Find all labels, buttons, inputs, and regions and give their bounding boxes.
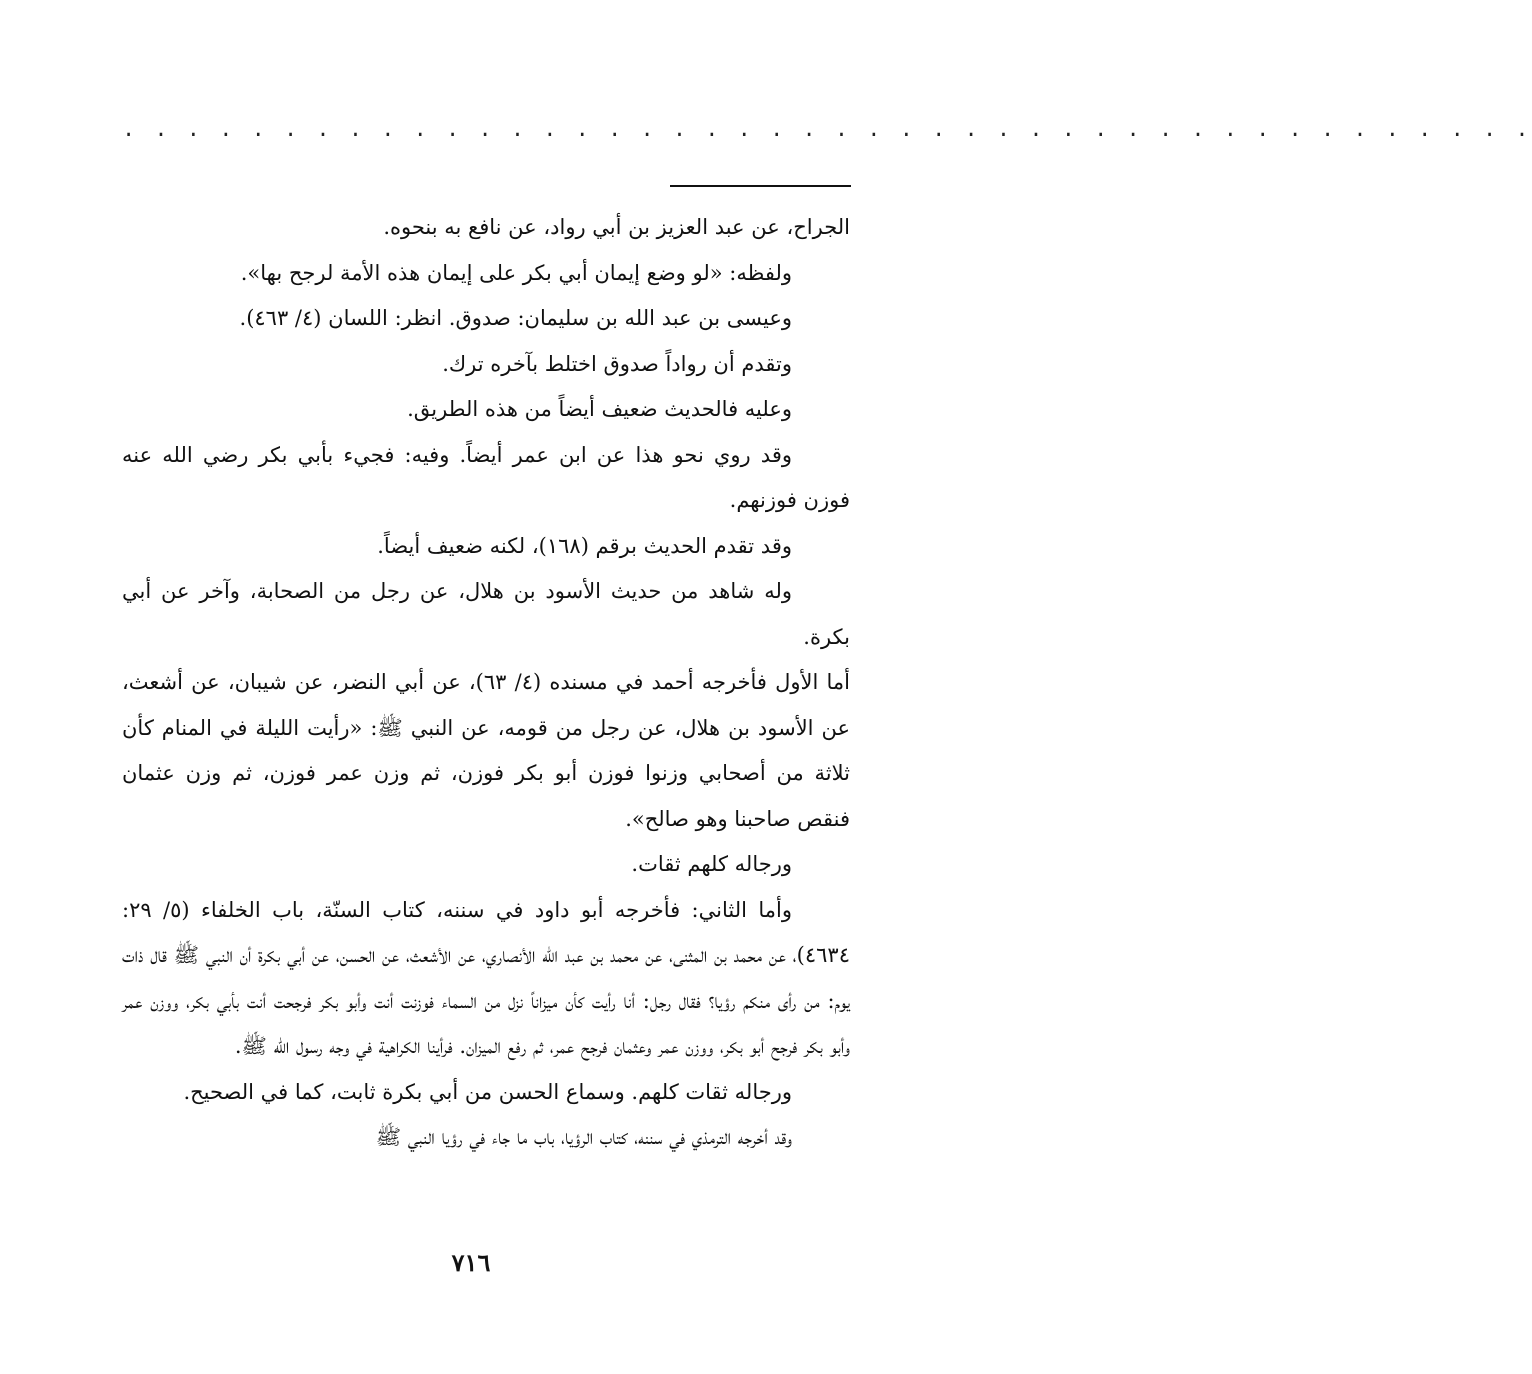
paragraph-10: ورجاله كلهم ثقات. — [631, 852, 792, 876]
paragraph-13: وقد أخرجه الترمذي في سننه، كتاب الرؤيا، باب ما جاء في رؤيا النبي ﷺ — [375, 1125, 792, 1149]
paragraph-11: وأما الثاني: فأخرجه أبو داود في سننه، كتاب السنّة، باب الخلفاء (٥/ ٢٩: ٤٦٣٤)، عن محمد بن المثنى، عن محمد بن عبد الله الأنصاري، عن الأشعث، عن الحسن، عن أبي بكرة أن النبي ﷺ قال ذات يوم: من رأى منكم رؤيا؟ فقال رجل: أنا رأيت كأن ميزاناً نزل من السماء فوزنت أنت وأبو بكر فرجحت أنت بأبي بكر، ووزن عمر وأبو بكر فرجح أبو بكر، ووزن عمر وعثمان فرجح عمر، ثم رفع الميزان. فرأينا الكراهية في وجه رسول الله ﷺ. — [122, 897, 850, 1058]
paragraph-8: وله شاهد من حديث الأسود بن هلال، عن رجل من الصحابة، وآخر عن أبي بكرة. — [122, 579, 850, 649]
paragraph-3: وعيسى بن عبد الله بن سليمان: صدوق. انظر: اللسان (٤/ ٤٦٣). — [239, 306, 792, 330]
paragraph-1: الجراح، عن عبد العزيز بن أبي رواد، عن نافع به بنحوه. — [383, 215, 850, 239]
paragraph-9: أما الأول فأخرجه أحمد في مسنده (٤/ ٦٣)، عن أبي النضر، عن شيبان، عن أشعث، عن الأسود بن هلال، عن رجل من قومه، عن النبي ﷺ: «رأيت الليلة في المنام كأن ثلاثة من أصحابي وزنوا فوزن أبو بكر فوزن، ثم وزن عمر فوزن، ثم وزن عثمان فنقص صاحبنا وهو صالح». — [122, 670, 850, 831]
paragraph-5: وعليه فالحديث ضعيف أيضاً من هذه الطريق. — [407, 397, 792, 421]
paragraph-7: وقد تقدم الحديث برقم (١٦٨)، لكنه ضعيف أيضاً. — [377, 533, 792, 558]
footnote-rule — [670, 185, 851, 187]
paragraph-12: ورجاله ثقات كلهم. وسماع الحسن من أبي بكرة ثابت، كما في الصحيح. — [183, 1079, 792, 1104]
page-number: ٧١٦ — [451, 1248, 491, 1277]
paragraph-2: ولفظه: «لو وضع إيمان أبي بكر على إيمان هذه الأمة لرجح بها». — [240, 260, 792, 285]
paragraph-4: وتقدم أن رواداً صدوق اختلط بآخره ترك. — [442, 351, 792, 376]
paragraph-6: وقد روي نحو هذا عن ابن عمر أيضاً. وفيه: فجيء بأبي بكر رضي الله عنه فوزن فوزنهم. — [122, 442, 850, 512]
footnote-text — [122, 205, 850, 1161]
dotted-separator: . . . . . . . . . . . . . . . . . . . . . . . . . . . . . . . . . . . . . . . . . . . . — [122, 118, 1532, 143]
